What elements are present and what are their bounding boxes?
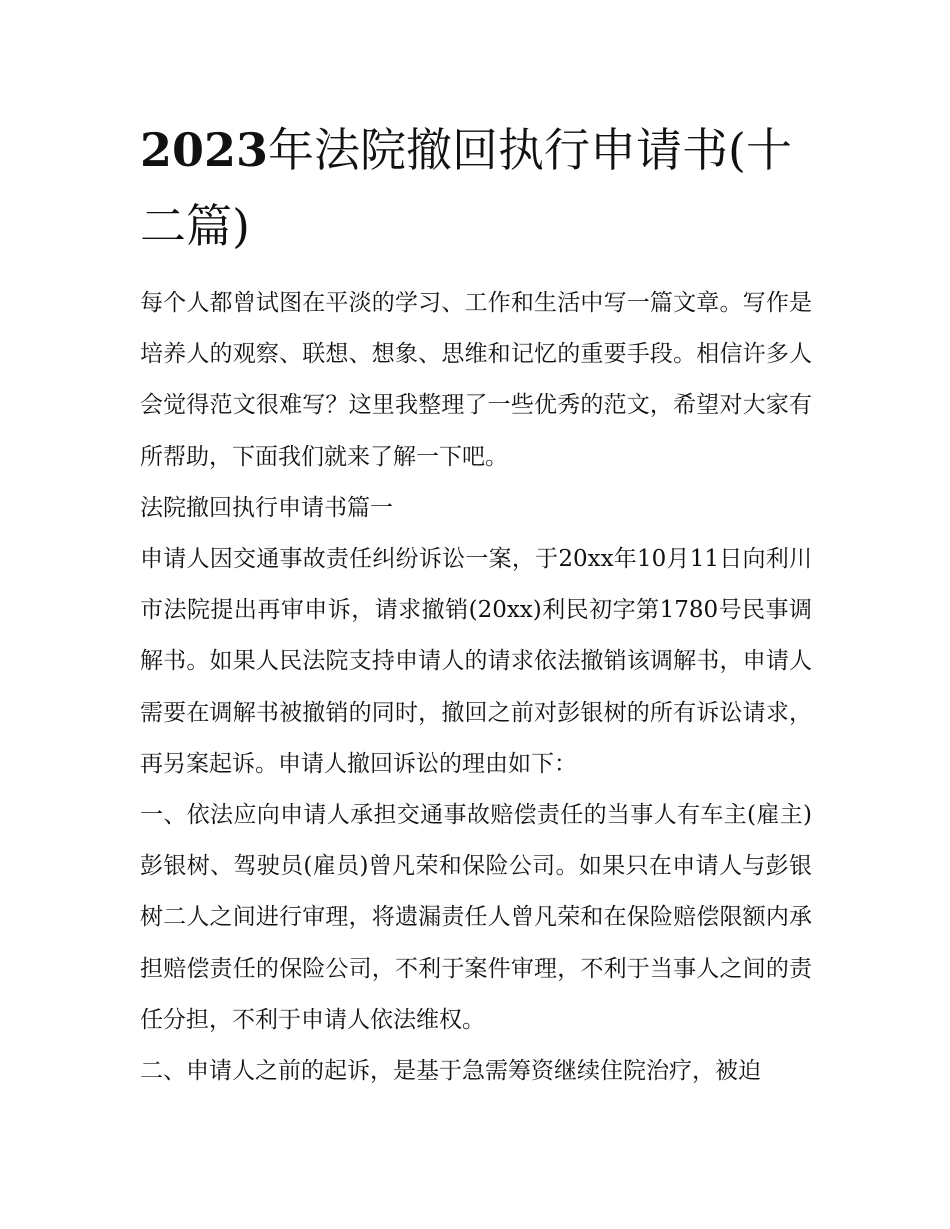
body-paragraph: 一、依法应向申请人承担交通事故赔偿责任的当事人有车主(雇主)彭银树、驾驶员(雇员)曾凡荣和保险公司。如果只在申请人与彭银树二人之间进行审理，将遗漏责任人曾凡荣和在保险赔偿限额内承担赔偿责任的保险公司，不利于案件审理，不利于当事人之间的责任分担，不利于申请人依法维权。 <box>140 802 812 1033</box>
title-year: 2023 <box>140 123 269 177</box>
title-text: 年法院撤回执行申请书(十二篇) <box>140 123 792 253</box>
intro-paragraph: 每个人都曾试图在平淡的学习、工作和生活中写一篇文章。写作是培养人的观察、联想、想象、思维和记忆的重要手段。相信许多人会觉得范文很难写？这里我整理了一些优秀的范文，希望对大家有所帮助，下面我们就来了解一下吧。 <box>140 290 812 470</box>
document-title <box>140 112 820 264</box>
document-body <box>140 278 812 1097</box>
body-paragraph: 申请人因交通事故责任纠纷诉讼一案，于20xx年10月11日向利川市法院提出再审申诉，请求撤销(20xx)利民初字第1780号民事调解书。如果人民法院支持申请人的请求依法撤销该调解书，申请人需要在调解书被撤销的同时，撤回之前对彭银树的所有诉讼请求，再另案起诉。申请人撤回诉讼的理由如下： <box>140 546 812 777</box>
body-paragraph: 二、申请人之前的起诉，是基于急需筹资继续住院治疗，被迫 <box>140 1058 761 1085</box>
section-heading: 法院撤回执行申请书篇一 <box>140 494 393 521</box>
